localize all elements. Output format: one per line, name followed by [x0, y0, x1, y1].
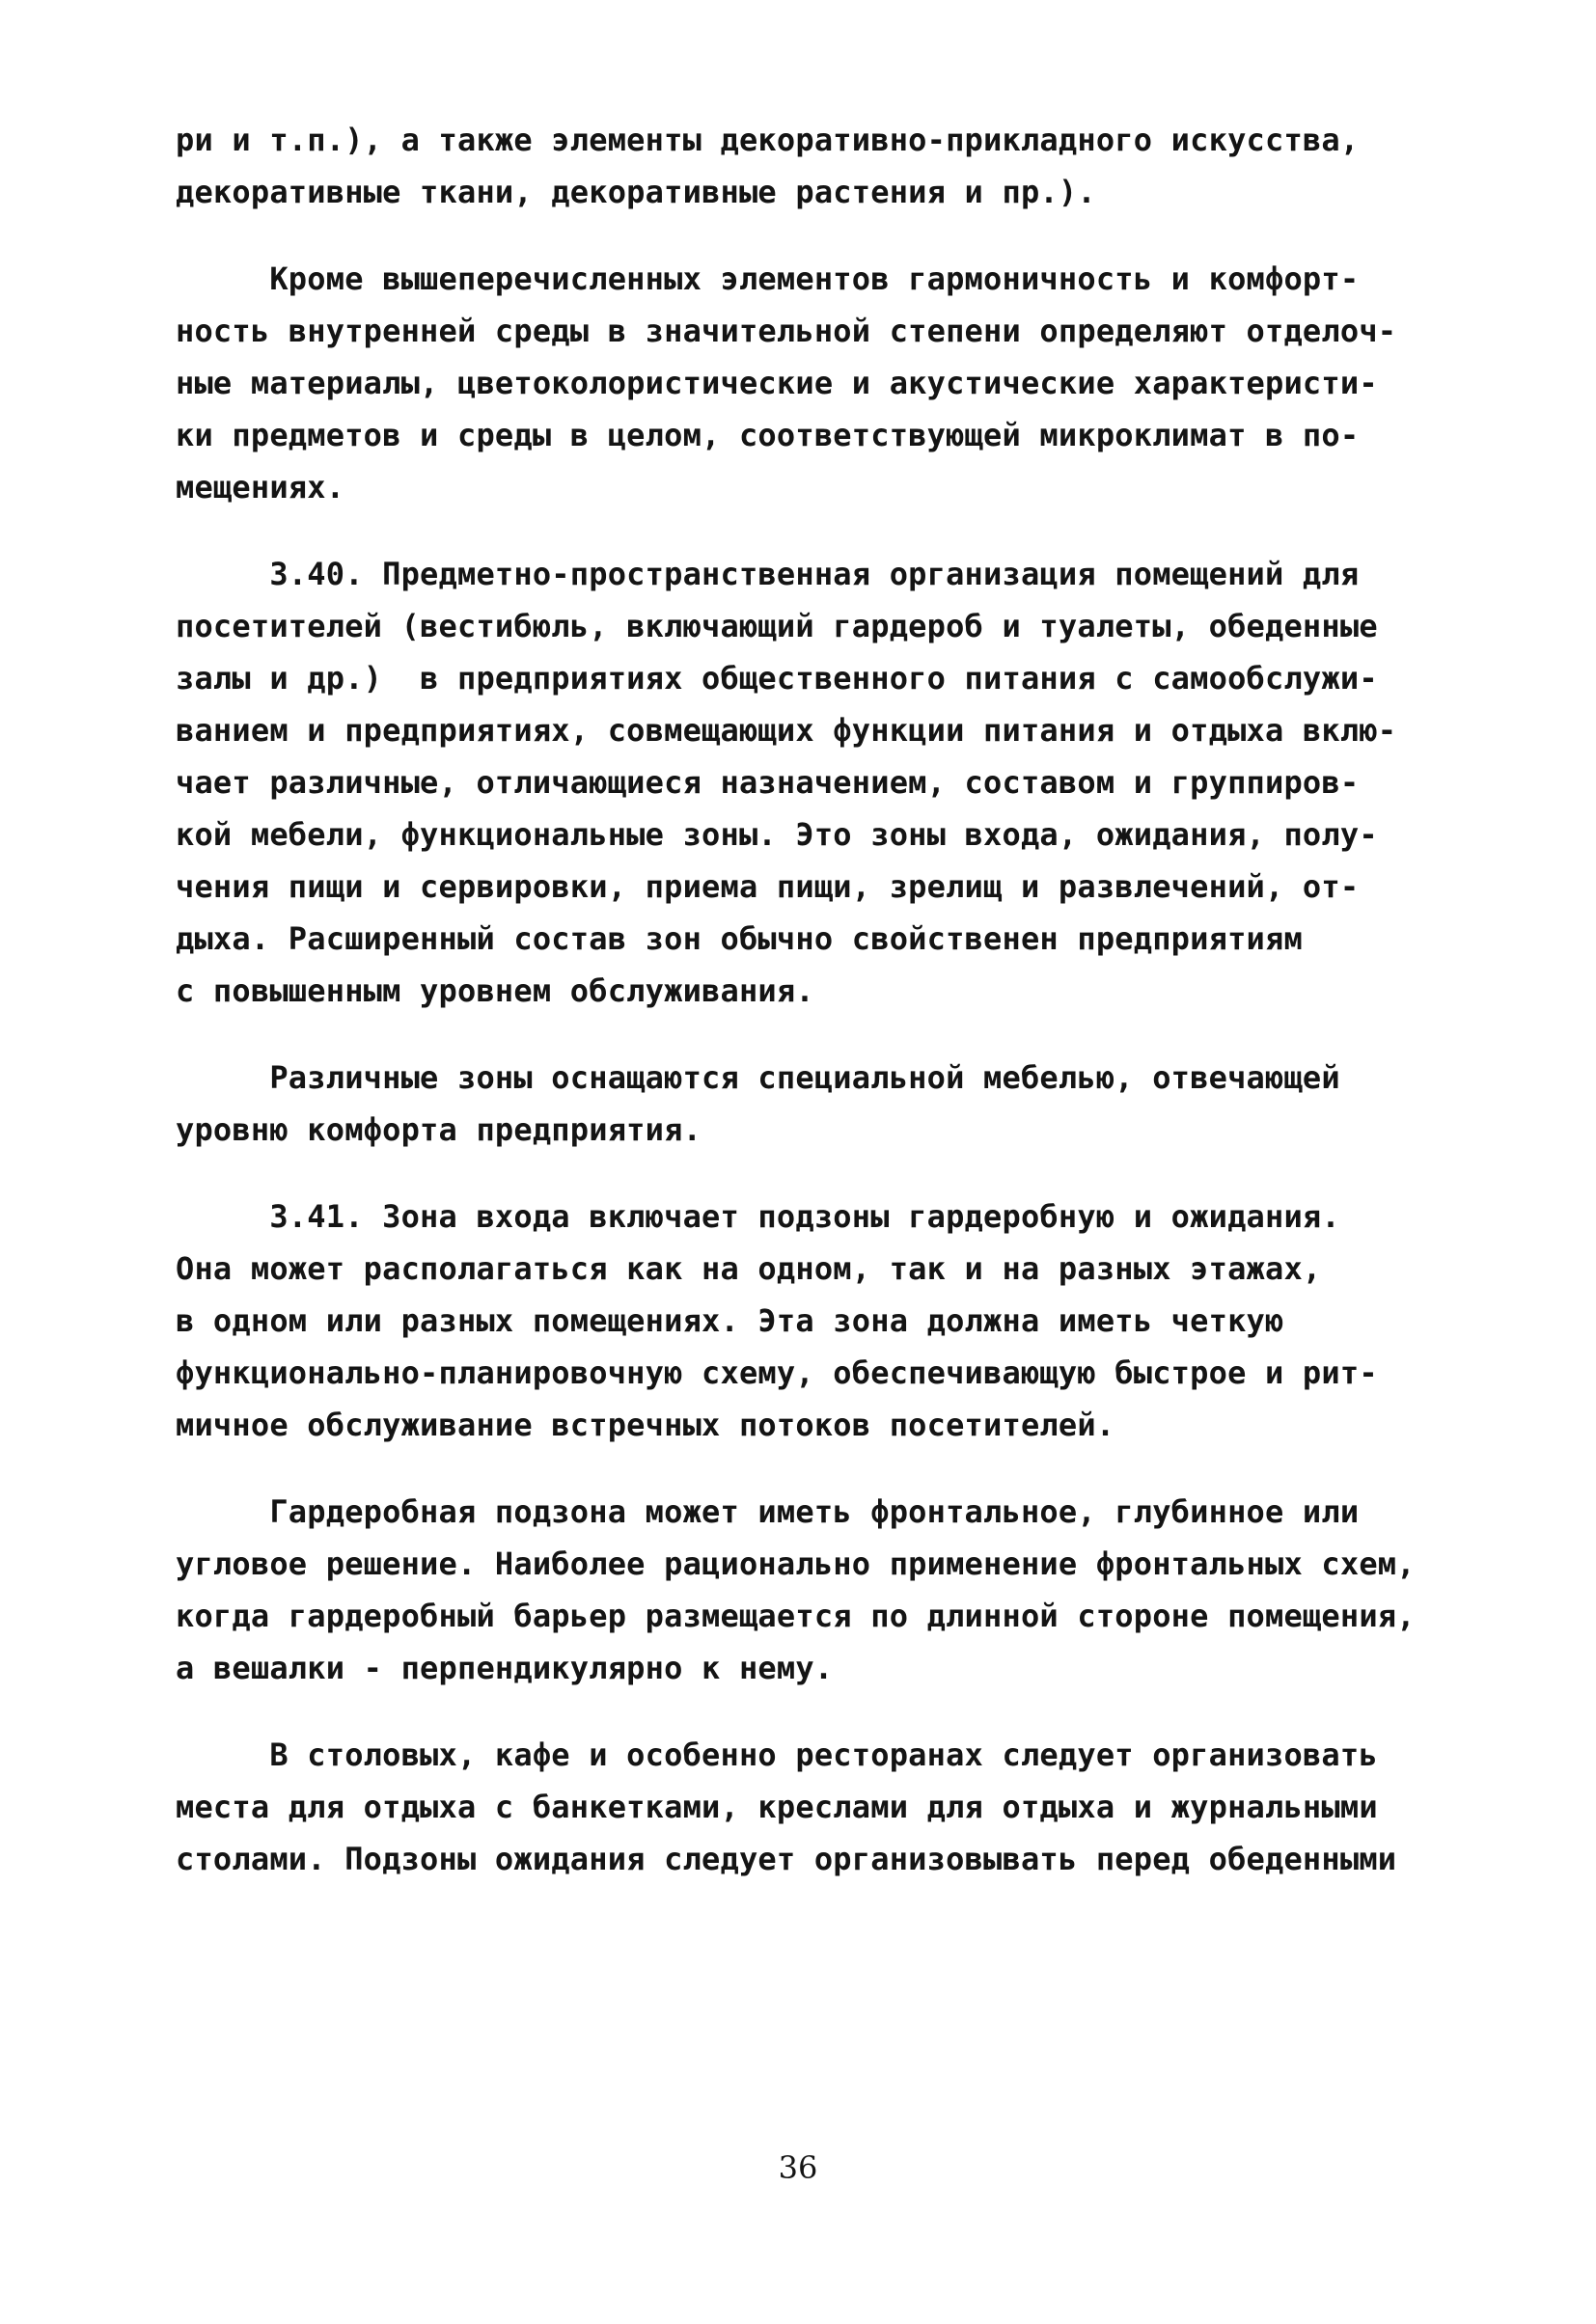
text-line: кой мебели, функциональные зоны. Это зоны входа, ожидания, полу- — [176, 816, 1378, 853]
text-line: Кроме вышеперечисленных элементов гармоничность и комфорт- — [176, 260, 1360, 297]
text-line: функционально-планировочную схему, обеспечивающую быстрое и рит- — [176, 1354, 1378, 1391]
paragraph-zones-furniture — [176, 1052, 1449, 1156]
paragraph-section-3-41 — [176, 1190, 1449, 1451]
text-line: ванием и предприятиях, совмещающих функции питания и отдыха вклю- — [176, 712, 1397, 749]
paragraph-section-3-40 — [176, 548, 1449, 1017]
text-line: Она может располагаться как на одном, так и на разных этажах, — [176, 1250, 1322, 1287]
text-line: 3.41. Зона входа включает подзоны гардеробную и ожидания. — [176, 1198, 1340, 1235]
text-line: чает различные, отличающиеся назначением, составом и группиров- — [176, 764, 1360, 801]
text-line: Гардеробная подзона может иметь фронтальное, глубинное или — [176, 1493, 1360, 1530]
text-line: а вешалки - перпендикулярно к нему. — [176, 1650, 834, 1686]
text-line: 3.40. Предметно-пространственная организация помещений для — [176, 556, 1360, 592]
text-line: мещениях. — [176, 469, 345, 506]
text-line: В столовых, кафе и особенно ресторанах следует организовать — [176, 1736, 1378, 1773]
paragraph-continuation — [176, 114, 1449, 218]
text-line: залы и др.) в предприятиях общественного питания с самообслужи- — [176, 660, 1378, 697]
text-line: с повышенным уровнем обслуживания. — [176, 972, 814, 1009]
text-line: угловое решение. Наиболее рационально применение фронтальных схем, — [176, 1545, 1416, 1582]
text-line: ри и т.п.), а также элементы декоративно-прикладного искусства, — [176, 122, 1360, 158]
text-line: ность внутренней среды в значительной степени определяют отделоч- — [176, 313, 1397, 349]
paragraph-cloakroom — [176, 1486, 1449, 1694]
text-line: места для отдыха с банкетками, креслами для отдыха и журнальными — [176, 1789, 1378, 1825]
text-line: дыха. Расширенный состав зон обычно свойственен предприятиям — [176, 920, 1303, 957]
text-line: Различные зоны оснащаются специальной мебелью, отвечающей — [176, 1059, 1340, 1096]
paragraph-finishing-materials — [176, 253, 1449, 513]
text-line: мичное обслуживание встречных потоков посетителей. — [176, 1407, 1115, 1443]
body-text — [176, 114, 1449, 1885]
text-line: посетителей (вестибюль, включающий гардероб и туалеты, обеденные — [176, 608, 1378, 644]
paragraph-waiting-areas — [176, 1729, 1449, 1885]
text-line: ные материалы, цветоколористические и акустические характеристи- — [176, 365, 1378, 401]
text-line: ки предметов и среды в целом, соответствующей микроклимат в по- — [176, 417, 1360, 453]
text-line: когда гардеробный барьер размещается по длинной стороне помещения, — [176, 1598, 1416, 1634]
text-line: столами. Подзоны ожидания следует организовывать перед обеденными — [176, 1841, 1397, 1877]
text-line: чения пищи и сервировки, приема пищи, зрелищ и развлечений, от- — [176, 868, 1360, 905]
text-line: уровню комфорта предприятия. — [176, 1111, 702, 1148]
page-number: 36 — [778, 2149, 818, 2186]
text-line: в одном или разных помещениях. Эта зона должна иметь четкую — [176, 1302, 1284, 1339]
text-line: декоративные ткани, декоративные растения и пр.). — [176, 174, 1096, 210]
